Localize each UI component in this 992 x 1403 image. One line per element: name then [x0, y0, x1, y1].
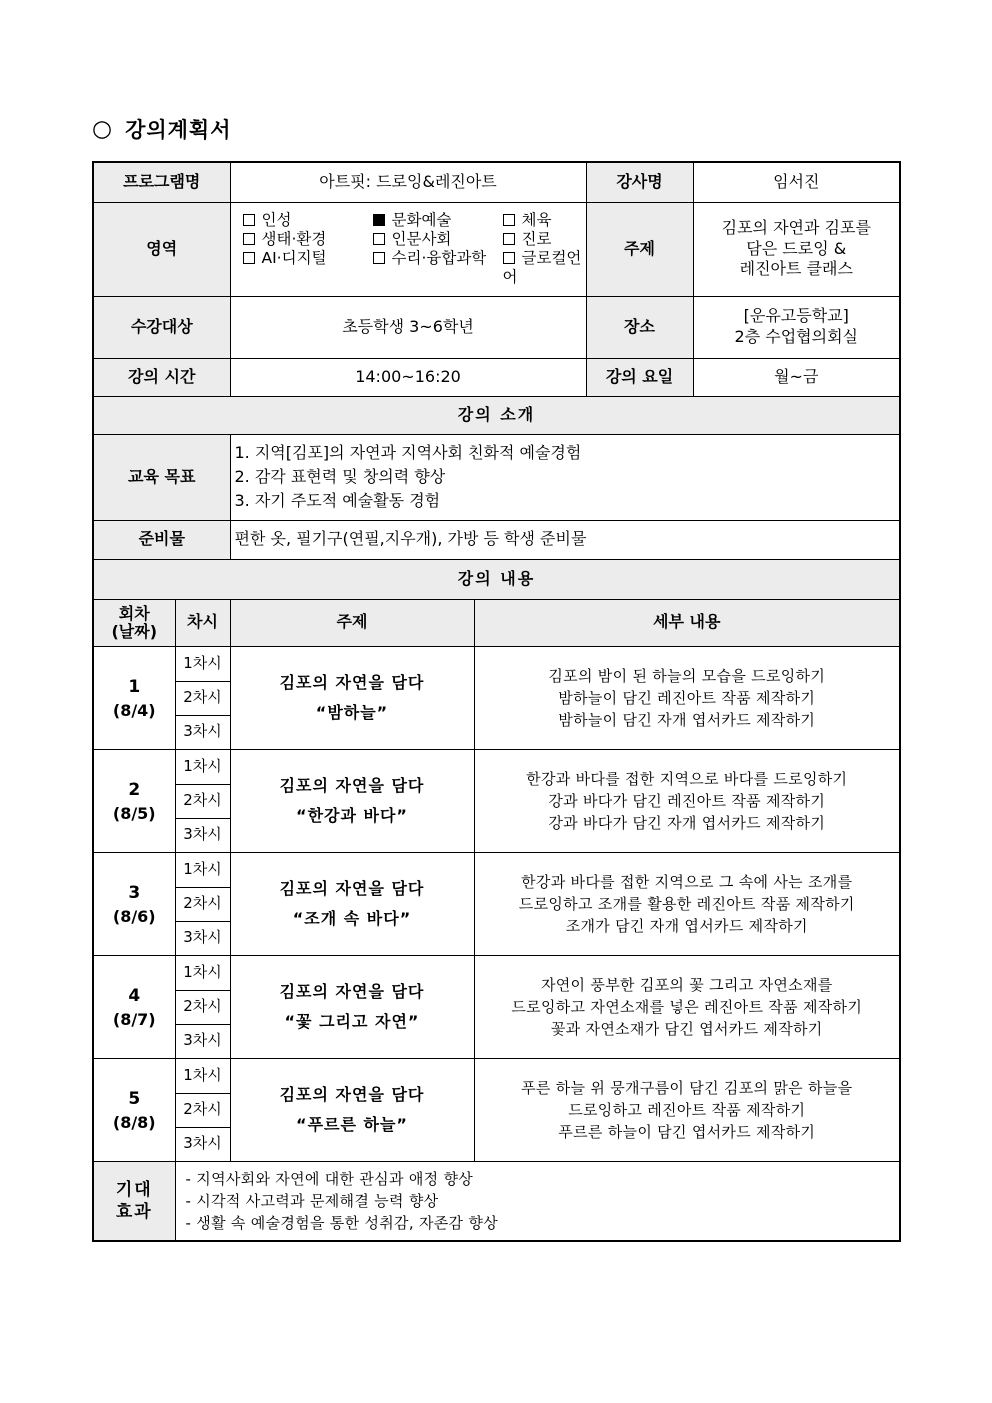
checkbox-icon[interactable]: [373, 233, 385, 245]
session-date: (8/6): [112, 906, 156, 926]
period-label: 1차시: [175, 646, 230, 681]
area-option[interactable]: [243, 249, 373, 287]
content-section-title: 강의 내용: [93, 559, 900, 599]
area-option-label: 생태·환경: [261, 230, 327, 248]
session-detail-line: 드로잉하고 레진아트 작품 제작하기: [568, 1100, 806, 1119]
session-detail-line: 푸른 하늘 위 뭉개구름이 담긴 김포의 맑은 하늘을: [521, 1078, 853, 1097]
session-topic: 김포의 자연을 담다: [279, 775, 425, 795]
session-period-row: [93, 852, 900, 887]
goals-label: 교육 목표: [93, 434, 230, 520]
area-option-label: 체육: [521, 211, 552, 229]
period-label: 2차시: [175, 990, 230, 1024]
area-option[interactable]: [243, 230, 373, 249]
checkbox-icon[interactable]: [243, 214, 255, 226]
session-detail-line: 밤하늘이 담긴 레진아트 작품 제작하기: [558, 688, 816, 707]
circle-bullet-icon: ○: [92, 116, 114, 142]
checkbox-icon[interactable]: [373, 252, 385, 264]
session-number: 2: [128, 779, 141, 800]
program-label: 프로그램명: [93, 162, 230, 202]
session-topic-subtitle: “조개 속 바다”: [292, 908, 412, 928]
session-detail-line: 강과 바다가 담긴 레진아트 작품 제작하기: [548, 791, 826, 810]
session-detail-line: 밤하늘이 담긴 자개 엽서카드 제작하기: [558, 710, 816, 729]
session-detail-line: 김포의 밤이 된 하늘의 모습을 드로잉하기: [548, 666, 826, 685]
period-label: 1차시: [175, 955, 230, 990]
session-detail-line: 드로잉하고 조개를 활용한 레진아트 작품 제작하기: [518, 894, 855, 913]
effect-item: - 지역사회와 자연에 대한 관심과 애정 향상: [185, 1169, 474, 1188]
theme-value: [693, 202, 900, 296]
session-detail-line: 드로잉하고 자연소재를 넣은 레진아트 작품 제작하기: [511, 997, 863, 1016]
session-period-row: [93, 749, 900, 784]
session-detail-line: 푸르른 하늘이 담긴 엽서카드 제작하기: [558, 1122, 816, 1141]
session-period-row: [93, 646, 900, 681]
session-date: (8/8): [112, 1112, 156, 1132]
session-topic-cell: [230, 1058, 474, 1161]
session-number-cell: [93, 1058, 175, 1161]
period-label: 3차시: [175, 715, 230, 749]
area-option-label: 인성: [261, 211, 292, 229]
area-label: 영역: [93, 202, 230, 296]
session-detail-cell: [474, 852, 900, 955]
session-topic-cell: [230, 749, 474, 852]
theme-line: 김포의 자연과 김포를: [721, 217, 871, 237]
session-number: 4: [128, 985, 141, 1006]
session-detail-line: 조개가 담긴 자개 엽서카드 제작하기: [565, 916, 808, 935]
area-row: [93, 202, 900, 296]
area-option-label: 글로컬언어: [502, 249, 582, 286]
session-period-row: [93, 955, 900, 990]
session-header-line: (날짜): [111, 621, 158, 641]
area-option[interactable]: [503, 230, 583, 249]
checkbox-icon[interactable]: [243, 252, 255, 264]
session-topic: 김포의 자연을 담다: [279, 981, 425, 1001]
materials-value: 편한 옷, 필기구(연필,지우개), 가방 등 학생 준비물: [230, 520, 900, 559]
session-topic: 김포의 자연을 담다: [279, 878, 425, 898]
place-value: [693, 296, 900, 358]
days-label: 강의 요일: [586, 358, 693, 396]
session-detail-cell: [474, 1058, 900, 1161]
area-option[interactable]: [503, 211, 583, 230]
effect-item: - 생활 속 예술경험을 통한 성취감, 자존감 향상: [185, 1213, 498, 1232]
intro-section-row: [93, 396, 900, 434]
area-option[interactable]: [243, 211, 373, 230]
instructor-value: 임서진: [693, 162, 900, 202]
detail-header: 세부 내용: [474, 599, 900, 646]
session-number-cell: [93, 852, 175, 955]
goals-row: [93, 434, 900, 520]
area-option[interactable]: [503, 249, 583, 287]
goal-item: 2. 감각 표현력 및 창의력 향상: [234, 467, 446, 486]
effects-label: [93, 1161, 175, 1241]
session-number: 5: [128, 1088, 141, 1109]
session-detail-line: 자연이 풍부한 김포의 꽃 그리고 자연소재를: [540, 975, 833, 994]
area-option-label: 문화예술: [391, 211, 452, 229]
target-label: 수강대상: [93, 296, 230, 358]
intro-section-title: 강의 소개: [93, 396, 900, 434]
effects-row: [93, 1161, 900, 1241]
program-value: 아트핏: 드로잉&레진아트: [230, 162, 586, 202]
checked-checkbox-icon[interactable]: [373, 214, 385, 226]
area-option-label: AI·디지털: [261, 249, 327, 267]
session-date: (8/4): [112, 700, 156, 720]
content-header-row: [93, 599, 900, 646]
area-option[interactable]: [373, 211, 503, 230]
session-number-cell: [93, 646, 175, 749]
session-topic: 김포의 자연을 담다: [279, 672, 425, 692]
target-value: 초등학생 3~6학년: [230, 296, 586, 358]
days-value: 월~금: [693, 358, 900, 396]
goals-list: [230, 434, 900, 520]
time-row: [93, 358, 900, 396]
session-date: (8/7): [112, 1009, 156, 1029]
content-section-row: [93, 559, 900, 599]
area-checkbox-grid: [235, 211, 582, 287]
session-topic-cell: [230, 852, 474, 955]
session-detail-line: 꽃과 자연소재가 담긴 엽서카드 제작하기: [550, 1019, 823, 1038]
target-row: [93, 296, 900, 358]
session-number: 1: [128, 676, 141, 697]
period-label: 1차시: [175, 1058, 230, 1093]
session-detail-cell: [474, 955, 900, 1058]
program-row: [93, 162, 900, 202]
session-header: [93, 599, 175, 646]
session-number-cell: [93, 955, 175, 1058]
theme-line: 담은 드로잉 &: [746, 238, 847, 258]
instructor-label: 강사명: [586, 162, 693, 202]
materials-label: 준비물: [93, 520, 230, 559]
area-options: [230, 202, 586, 296]
time-label: 강의 시간: [93, 358, 230, 396]
goal-item: 1. 지역[김포]의 자연과 지역사회 친화적 예술경험: [234, 443, 582, 462]
materials-row: [93, 520, 900, 559]
time-value: 14:00~16:20: [230, 358, 586, 396]
period-label: 3차시: [175, 921, 230, 955]
period-label: 2차시: [175, 1093, 230, 1127]
period-label: 3차시: [175, 1024, 230, 1058]
period-label: 3차시: [175, 1127, 230, 1161]
session-topic-subtitle: “꽃 그리고 자연”: [284, 1011, 420, 1031]
goal-item: 3. 자기 주도적 예술활동 경험: [234, 491, 441, 510]
session-topic-cell: [230, 646, 474, 749]
session-date: (8/5): [112, 803, 156, 823]
session-period-row: [93, 1058, 900, 1093]
checkbox-icon[interactable]: [503, 214, 515, 226]
topic-header: 주제: [230, 599, 474, 646]
effects-label-line: 기대: [115, 1179, 153, 1200]
effects-list: [175, 1161, 900, 1241]
period-label: 2차시: [175, 784, 230, 818]
period-label: 1차시: [175, 749, 230, 784]
area-option-label: 수리·융합과학: [391, 249, 487, 267]
area-option[interactable]: [373, 249, 503, 287]
session-detail-line: 한강과 바다를 접한 지역으로 그 속에 사는 조개를: [521, 872, 853, 891]
document-title-text: 강의계획서: [125, 118, 232, 142]
session-number-cell: [93, 749, 175, 852]
area-option[interactable]: [373, 230, 503, 249]
period-label: 1차시: [175, 852, 230, 887]
session-detail-cell: [474, 749, 900, 852]
place-label: 장소: [586, 296, 693, 358]
session-detail-cell: [474, 646, 900, 749]
period-label: 2차시: [175, 681, 230, 715]
session-detail-line: 강과 바다가 담긴 자개 엽서카드 제작하기: [548, 813, 826, 832]
session-number: 3: [128, 882, 141, 903]
sessions-body: [93, 646, 900, 1161]
place-line: 2층 수업협의회실: [734, 327, 858, 346]
session-detail-line: 한강과 바다를 접한 지역으로 바다를 드로잉하기: [526, 769, 848, 788]
lecture-plan-table: [92, 161, 901, 1242]
session-header-line: 회차: [118, 603, 150, 623]
checkbox-icon[interactable]: [243, 233, 255, 245]
period-label: 3차시: [175, 818, 230, 852]
area-option-label: 진로: [521, 230, 552, 248]
checkbox-icon[interactable]: [503, 252, 515, 264]
session-topic: 김포의 자연을 담다: [279, 1084, 425, 1104]
theme-line: 레진아트 클래스: [739, 259, 853, 279]
checkbox-icon[interactable]: [503, 233, 515, 245]
session-topic-subtitle: “한강과 바다”: [296, 805, 408, 825]
theme-label: 주제: [586, 202, 693, 296]
session-topic-cell: [230, 955, 474, 1058]
session-topic-subtitle: “밤하늘”: [315, 702, 389, 722]
period-header: 차시: [175, 599, 230, 646]
effect-item: - 시각적 사고력과 문제해결 능력 향상: [185, 1191, 439, 1210]
effects-label-line: 효과: [115, 1201, 153, 1222]
area-option-label: 인문사회: [391, 230, 452, 248]
session-topic-subtitle: “푸르른 하늘”: [296, 1114, 408, 1134]
period-label: 2차시: [175, 887, 230, 921]
place-line: [운유고등학교]: [743, 306, 849, 326]
document-title: [92, 114, 232, 144]
